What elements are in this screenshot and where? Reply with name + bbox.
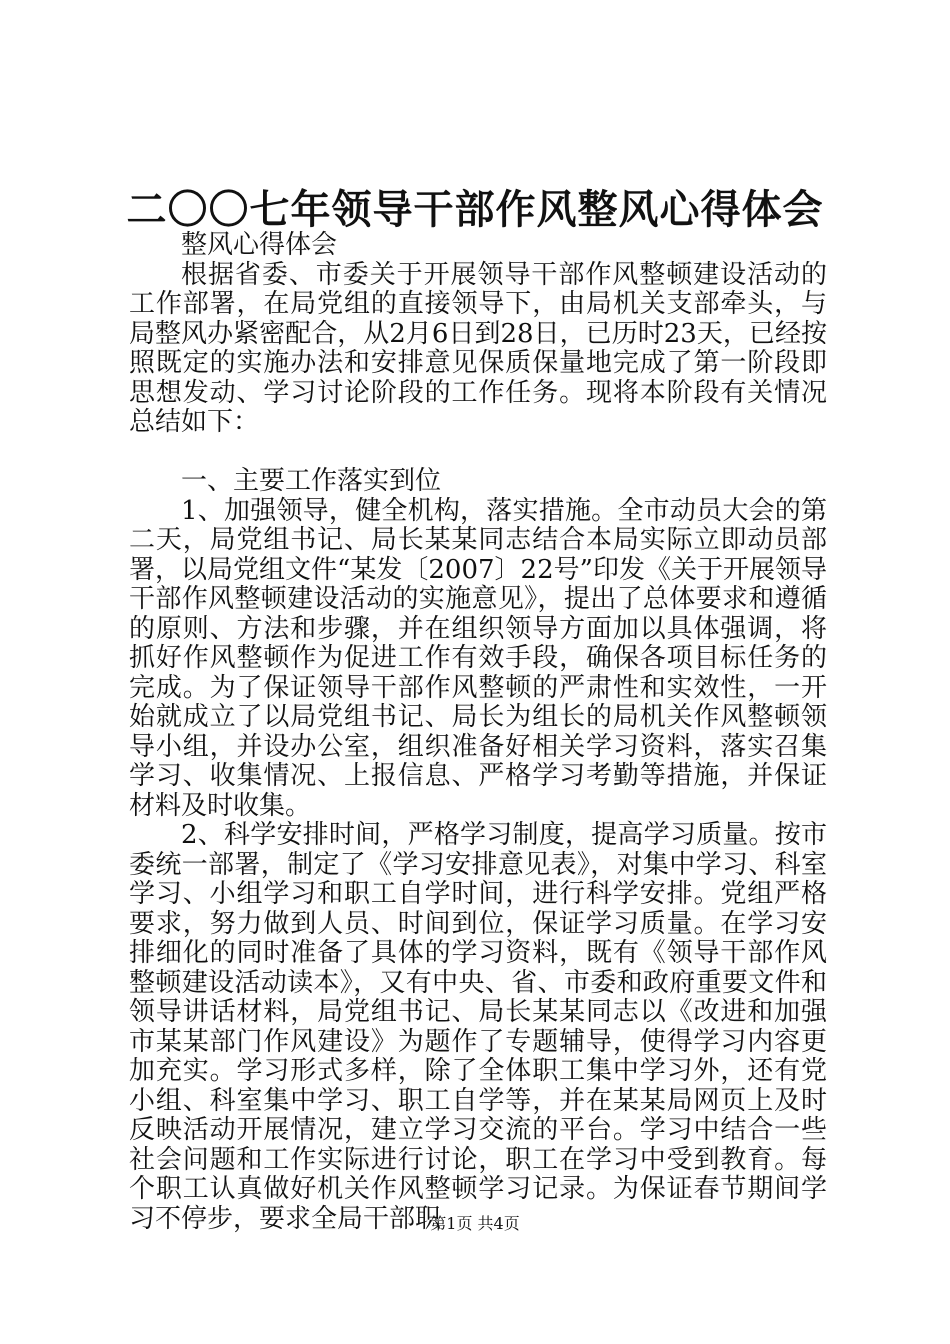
document-subtitle: 整风心得体会	[181, 230, 338, 260]
item-1-paragraph: 1、加强领导，健全机构，落实措施。全市动员大会的第二天，局党组书记、局长某某同志结合本局实际立即动员部署，以局党组文件“某发〔2007〕22号”印发《关于开展领导干部作风整顿建设活动的实施意见》，提出了总体要求和遵循的原则、方法和步骤，并在组织领导方面加以具体强调，将抓好作风整顿作为促进工作有效手段，确保各项目标任务的完成。为了保证领导干部作风整顿的严肃性和实效性，一开始就成立了以局党组书记、局长为组长的局机关作风整顿领导小组，并设办公室，组织准备好相关学习资料，落实召集学习、收集情况、上报信息、严格学习考勤等措施，并保证材料及时收集。	[129, 495, 827, 821]
section-heading: 一、主要工作落实到位	[181, 466, 442, 496]
document-body	[129, 231, 827, 1234]
intro-paragraph: 根据省委、市委关于开展领导干部作风整顿建设活动的工作部署，在局党组的直接领导下，由局机关支部牵头，与局整风办紧密配合，从2月6日到28日，已历时23天，已经按照既定的实施办法和安排意见保质保量地完成了第一阶段即思想发动、学习讨论阶段的工作任务。现将本阶段有关情况总结如下：	[129, 259, 827, 437]
item-2-paragraph: 2、科学安排时间，严格学习制度，提高学习质量。按市委统一部署，制定了《学习安排意见表》，对集中学习、科室学习、小组学习和职工自学时间，进行科学安排。党组严格要求，努力做到人员、时间到位，保证学习质量。在学习安排细化的同时准备了具体的学习资料，既有《领导干部作风整顿建设活动读本》，又有中央、省、市委和政府重要文件和领导讲话材料，局党组书记、局长某某同志以《改进和加强市某某部门作风建设》为题作了专题辅导，使得学习内容更加充实。学习形式多样，除了全体职工集中学习外，还有党小组、科室集中学习、职工自学等，并在某某局网页上及时反映活动开展情况，建立学习交流的平台。学习中结合一些社会问题和工作实际进行讨论，职工在学习中受到教育。每个职工认真做好机关作风整顿学习记录。为保证春节期间学习不停步，要求全局干部职	[129, 820, 827, 1234]
page-footer: 第1页 共4页	[430, 1214, 520, 1233]
paragraph-spacer	[129, 438, 827, 468]
document-title: 二〇〇七年领导干部作风整风心得体会	[126, 186, 824, 233]
